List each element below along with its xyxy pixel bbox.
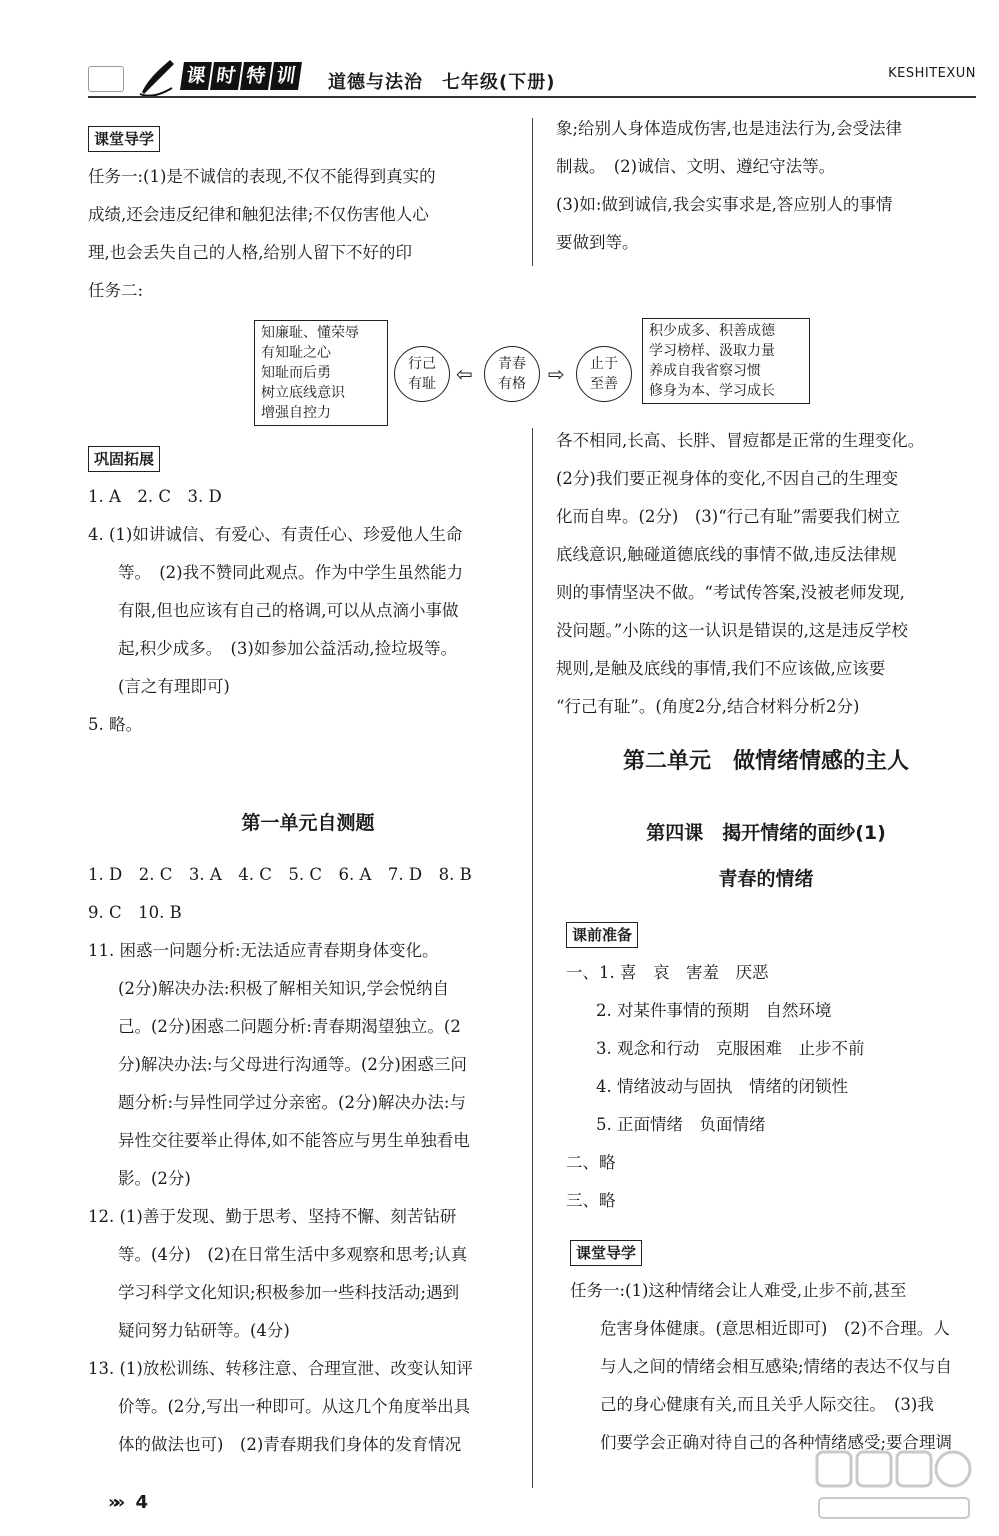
- text-line: 们要学会正确对待自己的各种情绪感受;要合理调: [600, 1433, 953, 1452]
- text-line: 等。 (2)我不赞同此观点。作为中学生虽然能力: [118, 563, 464, 582]
- text-line: 起,积少成多。 (3)如参加公益活动,捡垃圾等。: [118, 639, 458, 658]
- arrow-left-icon: ⇦: [456, 362, 473, 386]
- text-line: 2. 对某件事情的预期 自然环境: [596, 1001, 832, 1020]
- brand-logo: [182, 62, 300, 90]
- text-line: (2分)我们要正视身体的变化,不因自己的生理变: [556, 469, 899, 488]
- brand-char: 特: [240, 62, 272, 90]
- text-line: 底线意识,触碰道德底线的事情不做,违反法律规: [556, 545, 897, 564]
- unit-test-title: 第一单元自测题: [241, 812, 375, 834]
- diagram-line: 树立底线意识: [261, 385, 345, 401]
- text-line: 要做到等。: [556, 233, 639, 252]
- text-line: 3. 观念和行动 克服困难 止步不前: [596, 1039, 865, 1058]
- diagram-line: 学习榜样、汲取力量: [649, 343, 775, 359]
- text-line: 4. (1)如讲诚信、有爱心、有责任心、珍爱他人生命: [88, 525, 463, 544]
- arrow-right-icon: ⇨: [548, 362, 565, 386]
- text-line: 影。(2分): [118, 1169, 191, 1188]
- section-right-continuation-top: [556, 110, 976, 262]
- text-line: 各不相同,长高、长胖、冒痘都是正常的生理变化。: [556, 431, 925, 450]
- text-line: 1. D 2. C 3. A 4. C 5. C 6. A 7. D 8. B: [88, 865, 472, 884]
- text-line: 与人之间的情绪会相互感染;情绪的表达不仅与自: [600, 1357, 953, 1376]
- text-line: 异性交往要举止得体,如不能答应与男生单独看电: [118, 1131, 470, 1150]
- diagram-left-box: [254, 320, 388, 426]
- diagram-line: 有知耻之心: [261, 345, 331, 361]
- text-line: 学习科学文化知识;积极参加一些科技活动;遇到: [118, 1283, 460, 1302]
- text-line: 4. 情绪波动与固执 情绪的闭锁性: [596, 1077, 848, 1096]
- text-line: 5. 正面情绪 负面情绪: [596, 1115, 766, 1134]
- diagram-line: 知耻而后勇: [261, 365, 331, 381]
- text-line: 没问题。”小陈的这一认识是错误的,这是违反学校: [556, 621, 908, 640]
- text-line: 体的做法也可) (2)青春期我们身体的发育情况: [118, 1435, 462, 1454]
- text-line: 二、略: [566, 1153, 616, 1172]
- diagram-line: 知廉耻、懂荣辱: [261, 325, 359, 341]
- text-line: 己的身心健康有关,而且关乎人际交往。 (3)我: [600, 1395, 934, 1414]
- column-divider-top: [532, 118, 533, 266]
- diagram-line: 养成自我省察习惯: [649, 363, 761, 379]
- subject-title: 道德与法治 七年级(下册): [328, 72, 556, 93]
- diagram-circle-left: 行己有耻: [394, 346, 450, 402]
- lesson-subtitle: 青春的情绪: [718, 868, 814, 890]
- section-consolidation: [88, 440, 528, 744]
- logo-box: [88, 66, 124, 92]
- diagram-circle-right: 止于至善: [576, 346, 632, 402]
- text-line: 化而自卑。(2分) (3)“行己有耻”需要我们树立: [556, 507, 901, 526]
- pen-icon: [136, 54, 180, 98]
- page-number: 4: [135, 1492, 149, 1513]
- column-divider-bottom: [532, 428, 533, 1488]
- text-line: 价等。(2分,写出一种即可。从这几个角度举出具: [118, 1397, 471, 1416]
- brand-char: 训: [270, 62, 302, 90]
- text-line: 12. (1)善于发现、勤于思考、坚持不懈、刻苦钻研: [88, 1207, 457, 1226]
- text-line: 三、略: [566, 1191, 616, 1210]
- text-line: 则的事情坚决不做。“考试传答案,没被老师发现,: [556, 583, 905, 602]
- text-line: “行己有耻”。(角度2分,结合材料分析2分): [556, 697, 860, 716]
- section-tag: 课堂导学: [88, 126, 160, 152]
- section-right-continuation-mid: [556, 422, 976, 726]
- text-line: 分)解决办法:与父母进行沟通等。(2分)困惑三问: [118, 1055, 467, 1074]
- text-line: 11. 困惑一问题分析:无法适应青春期身体变化。: [88, 941, 439, 960]
- text-line: 理,也会丢失自己的人格,给别人留下不好的印: [88, 243, 412, 262]
- page-footer: [108, 1492, 148, 1513]
- text-line: 任务二:: [88, 281, 144, 300]
- text-line: 象;给别人身体造成伤害,也是违法行为,会受法律: [556, 119, 903, 138]
- text-line: 成绩,还会违反纪律和触犯法律;不仅伤害他人心: [88, 205, 429, 224]
- text-line: 任务一:(1)是不诚信的表现,不仅不能得到真实的: [88, 167, 436, 186]
- text-line: (2分)解决办法:积极了解相关知识,学会悦纳自: [118, 979, 450, 998]
- diagram-line: 积少成多、积善成德: [649, 323, 775, 339]
- text-line: 规则,是触及底线的事情,我们不应该做,应该要: [556, 659, 886, 678]
- text-line: (3)如:做到诚信,我会实事求是,答应别人的事情: [556, 195, 893, 214]
- header-rule: [88, 96, 976, 98]
- text-line: 13. (1)放松训练、转移注意、合理宣泄、改变认知评: [88, 1359, 473, 1378]
- section-unit-test: [88, 856, 528, 1464]
- section-tag: 课堂导学: [570, 1240, 642, 1266]
- text-line: 有限,但也应该有自己的格调,可以从点滴小事做: [118, 601, 459, 620]
- double-chevron-icon: »»: [108, 1492, 120, 1513]
- unit-title: 第二单元 做情绪情感的主人: [622, 749, 909, 774]
- brand-char: 课: [180, 62, 212, 90]
- section-class-guide-2: [570, 1234, 976, 1462]
- section-class-guide-1: [88, 120, 528, 310]
- section-pre-class: [566, 916, 976, 1220]
- diagram-line: 修身为本、学习成长: [649, 383, 775, 399]
- page-header: [88, 52, 976, 104]
- text-line: 制裁。 (2)诚信、文明、遵纪守法等。: [556, 157, 836, 176]
- text-line: 等。(4分) (2)在日常生活中多观察和思考;认真: [118, 1245, 468, 1264]
- text-line: 一、1. 喜 哀 害羞 厌恶: [566, 963, 769, 982]
- text-line: 题分析:与异性同学过分亲密。(2分)解决办法:与: [118, 1093, 466, 1112]
- section-tag: 课前准备: [566, 922, 638, 948]
- series-name: KESHITEXUN: [888, 66, 976, 81]
- text-line: 己。(2分)困惑二问题分析:青春期渴望独立。(2: [118, 1017, 461, 1036]
- text-line: 9. C 10. B: [88, 903, 182, 922]
- watermark-logo: [815, 1448, 975, 1526]
- diagram-circle-center: 青春有格: [484, 346, 540, 402]
- text-line: 危害身体健康。(意思相近即可) (2)不合理。人: [600, 1319, 950, 1338]
- text-line: 疑问努力钻研等。(4分): [118, 1321, 290, 1340]
- section-tag: 巩固拓展: [88, 446, 160, 472]
- text-line: 5. 略。: [88, 715, 142, 734]
- text-line: (言之有理即可): [118, 677, 230, 696]
- diagram-line: 增强自控力: [261, 405, 331, 421]
- brand-char: 时: [210, 62, 242, 90]
- text-line: 任务一:(1)这种情绪会让人难受,止步不前,甚至: [570, 1281, 907, 1300]
- diagram-right-box: [642, 318, 810, 404]
- text-line: 1. A 2. C 3. D: [88, 487, 222, 506]
- lesson-title: 第四课 揭开情绪的面纱(1): [646, 822, 886, 844]
